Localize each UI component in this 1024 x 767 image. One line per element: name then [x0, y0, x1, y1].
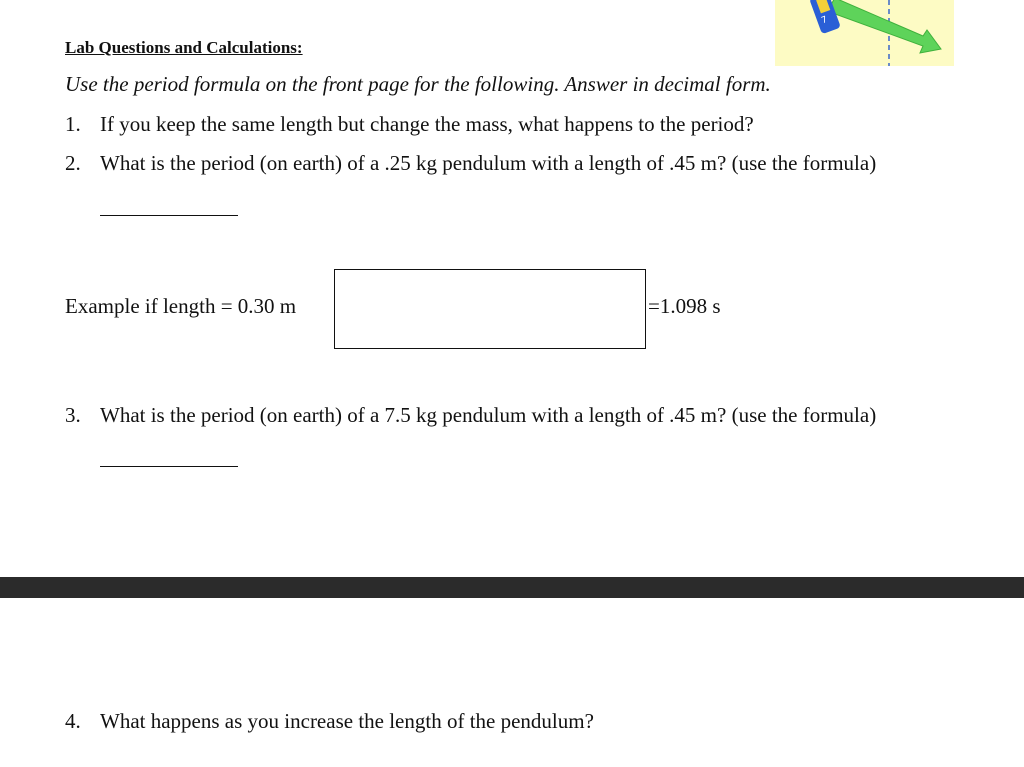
instructions-text: Use the period formula on the front page for the following. Answer in decimal form. — [65, 72, 771, 96]
pendulum-sim-icon — [775, 0, 954, 66]
question-number: 4. — [65, 709, 81, 733]
answer-blank-3[interactable] — [100, 466, 238, 467]
question-text: What is the period (on earth) of a .25 kg pendulum with a length of .45 m? (use the formula) — [100, 151, 877, 175]
page-divider — [0, 577, 1024, 598]
example-result: =1.098 s — [648, 294, 721, 318]
question-text: What is the period (on earth) of a 7.5 kg pendulum with a length of .45 m? (use the formula) — [100, 403, 877, 427]
question-number: 1. — [65, 112, 81, 136]
svg-text:7: 7 — [820, 14, 829, 27]
example-label: Example if length = 0.30 m — [65, 294, 297, 318]
question-text: If you keep the same length but change the mass, what happens to the period? — [100, 112, 754, 136]
question-number: 3. — [65, 403, 81, 427]
question-number: 2. — [65, 151, 81, 175]
question-text: What happens as you increase the length of the pendulum? — [100, 709, 594, 733]
formula-box[interactable] — [334, 269, 646, 349]
answer-blank-2[interactable] — [100, 215, 238, 216]
section-heading: Lab Questions and Calculations: — [65, 38, 303, 57]
